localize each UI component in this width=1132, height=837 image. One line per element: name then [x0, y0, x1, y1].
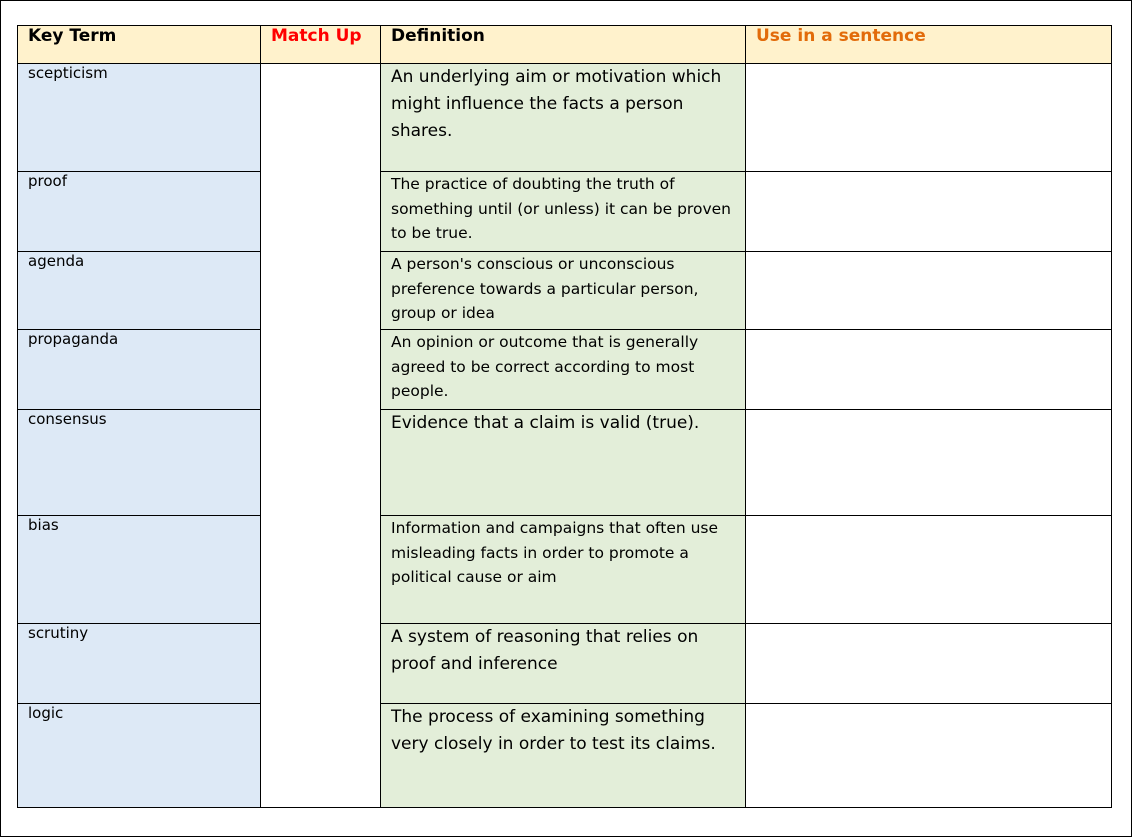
key-term-cell: scrutiny	[18, 624, 261, 704]
table-row	[18, 704, 1112, 808]
definition-cell: Information and campaigns that often use misleading facts in order to promote a political cause or aim	[381, 516, 746, 624]
sentence-cell[interactable]	[746, 252, 1112, 330]
key-term-cell: consensus	[18, 410, 261, 516]
sentence-cell[interactable]	[746, 64, 1112, 172]
definition-cell: The practice of doubting the truth of something until (or unless) it can be proven to be true.	[381, 172, 746, 252]
sentence-cell[interactable]	[746, 330, 1112, 410]
sentence-cell[interactable]	[746, 624, 1112, 704]
header-key-term: Key Term	[18, 26, 261, 64]
key-term-cell: scepticism	[18, 64, 261, 172]
key-term-cell: propaganda	[18, 330, 261, 410]
definition-cell: A system of reasoning that relies on proof and inference	[381, 624, 746, 704]
header-row	[18, 26, 1112, 64]
sentence-cell[interactable]	[746, 410, 1112, 516]
table-row	[18, 516, 1112, 624]
header-use-in-sentence: Use in a sentence	[746, 26, 1112, 64]
key-terms-table	[17, 25, 1112, 808]
definition-cell: The process of examining something very closely in order to test its claims.	[381, 704, 746, 808]
table-row	[18, 330, 1112, 410]
sentence-cell[interactable]	[746, 704, 1112, 808]
key-term-cell: agenda	[18, 252, 261, 330]
key-term-cell: proof	[18, 172, 261, 252]
table-row	[18, 624, 1112, 704]
definition-cell: A person's conscious or unconscious preference towards a particular person, group or idea	[381, 252, 746, 330]
key-term-cell: bias	[18, 516, 261, 624]
sentence-cell[interactable]	[746, 172, 1112, 252]
header-definition: Definition	[381, 26, 746, 64]
table-row	[18, 64, 1112, 172]
definition-cell: An opinion or outcome that is generally agreed to be correct according to most people.	[381, 330, 746, 410]
definition-cell: Evidence that a claim is valid (true).	[381, 410, 746, 516]
match-up-column[interactable]	[261, 64, 381, 808]
table-row	[18, 252, 1112, 330]
sentence-cell[interactable]	[746, 516, 1112, 624]
key-term-cell: logic	[18, 704, 261, 808]
table-row	[18, 172, 1112, 252]
header-match-up: Match Up	[261, 26, 381, 64]
definition-cell: An underlying aim or motivation which might influence the facts a person shares.	[381, 64, 746, 172]
table-row	[18, 410, 1112, 516]
